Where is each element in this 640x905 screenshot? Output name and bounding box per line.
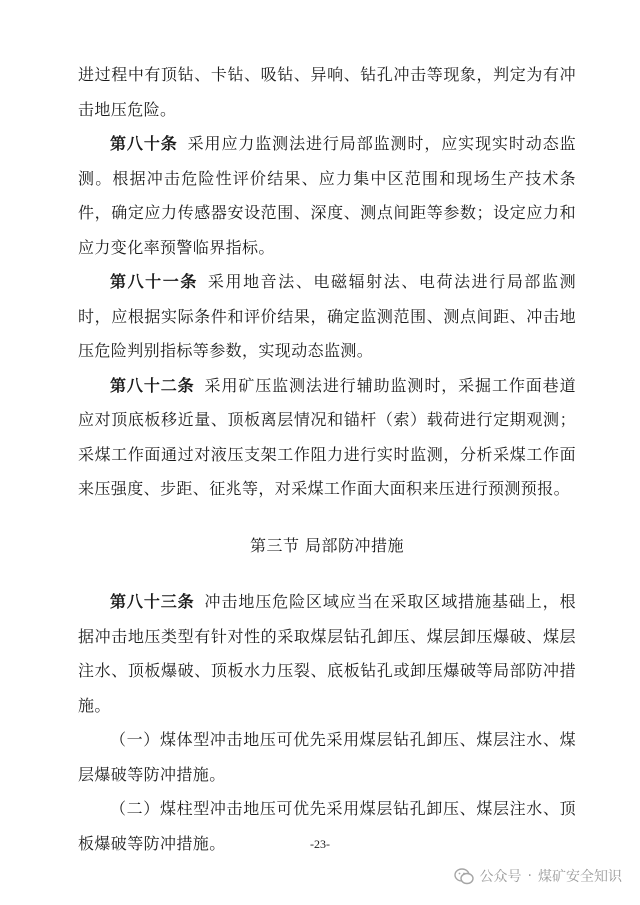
article-label: 第八十一条 (110, 272, 198, 291)
article-81 (78, 265, 576, 369)
article-83 (78, 585, 576, 723)
watermark-separator: · (527, 868, 532, 884)
article-label: 第八十三条 (110, 592, 195, 611)
article-text: 采用矿压监测法进行辅助监测时，采掘工作面巷道应对顶底板移近量、顶板离层情况和锚杆（索）载荷进行定期观测；采煤工作面通过对液压支架工作阻力进行实时监测，分析采煤工作面来压强度、步距、征兆等，对采煤工作面大面积来压进行预测预报。 (78, 375, 576, 498)
page-number: -23- (310, 837, 330, 851)
section-heading: 第三节 局部防冲措施 (249, 535, 405, 555)
article-80 (78, 127, 576, 265)
document-body (78, 58, 576, 861)
article-text: 采用地音法、电磁辐射法、电荷法进行局部监测时，应根据实际条件和评价结果，确定监测范围、测点间距、冲击地压危险判别指标等参数，实现动态监测。 (78, 272, 576, 360)
article-label: 第八十二条 (110, 375, 195, 395)
watermark-channel: 公众号 (479, 869, 522, 885)
article-text: 采用应力监测法进行局部监测时，应实现实时动态监测。根据冲击危险性评价结果、应力集中区范围和现场生产技术条件，确定应力传感器安设范围、深度、测点间距等参数；设定应力和应力变化率预警临界指标。 (78, 134, 576, 257)
watermark (454, 866, 622, 886)
watermark-name: 煤矿安全知识 (538, 869, 622, 885)
article-text: 冲击地压危险区域应当在采取区域措施基础上，根据冲击地压类型有针对性的采取煤层钻孔卸压、煤层卸压爆破、煤层注水、顶板爆破、顶板水力压裂、底板钻孔或卸压爆破等局部防冲措施。 (78, 592, 576, 715)
wechat-icon (454, 868, 474, 885)
list-item-1: （一）煤体型冲击地压可优先采用煤层钻孔卸压、煤层注水、煤层爆破等防冲措施。 (78, 730, 576, 784)
paragraph-continuation: 进过程中有顶钻、卡钻、吸钻、异响、钻孔冲击等现象，判定为有冲击地压危险。 (78, 65, 576, 119)
article-label: 第八十条 (110, 134, 178, 153)
list-item-2: （二）煤柱型冲击地压可优先采用煤层钻孔卸压、煤层注水、顶板爆破等防冲措施。 (78, 799, 576, 853)
article-82 (78, 369, 576, 507)
